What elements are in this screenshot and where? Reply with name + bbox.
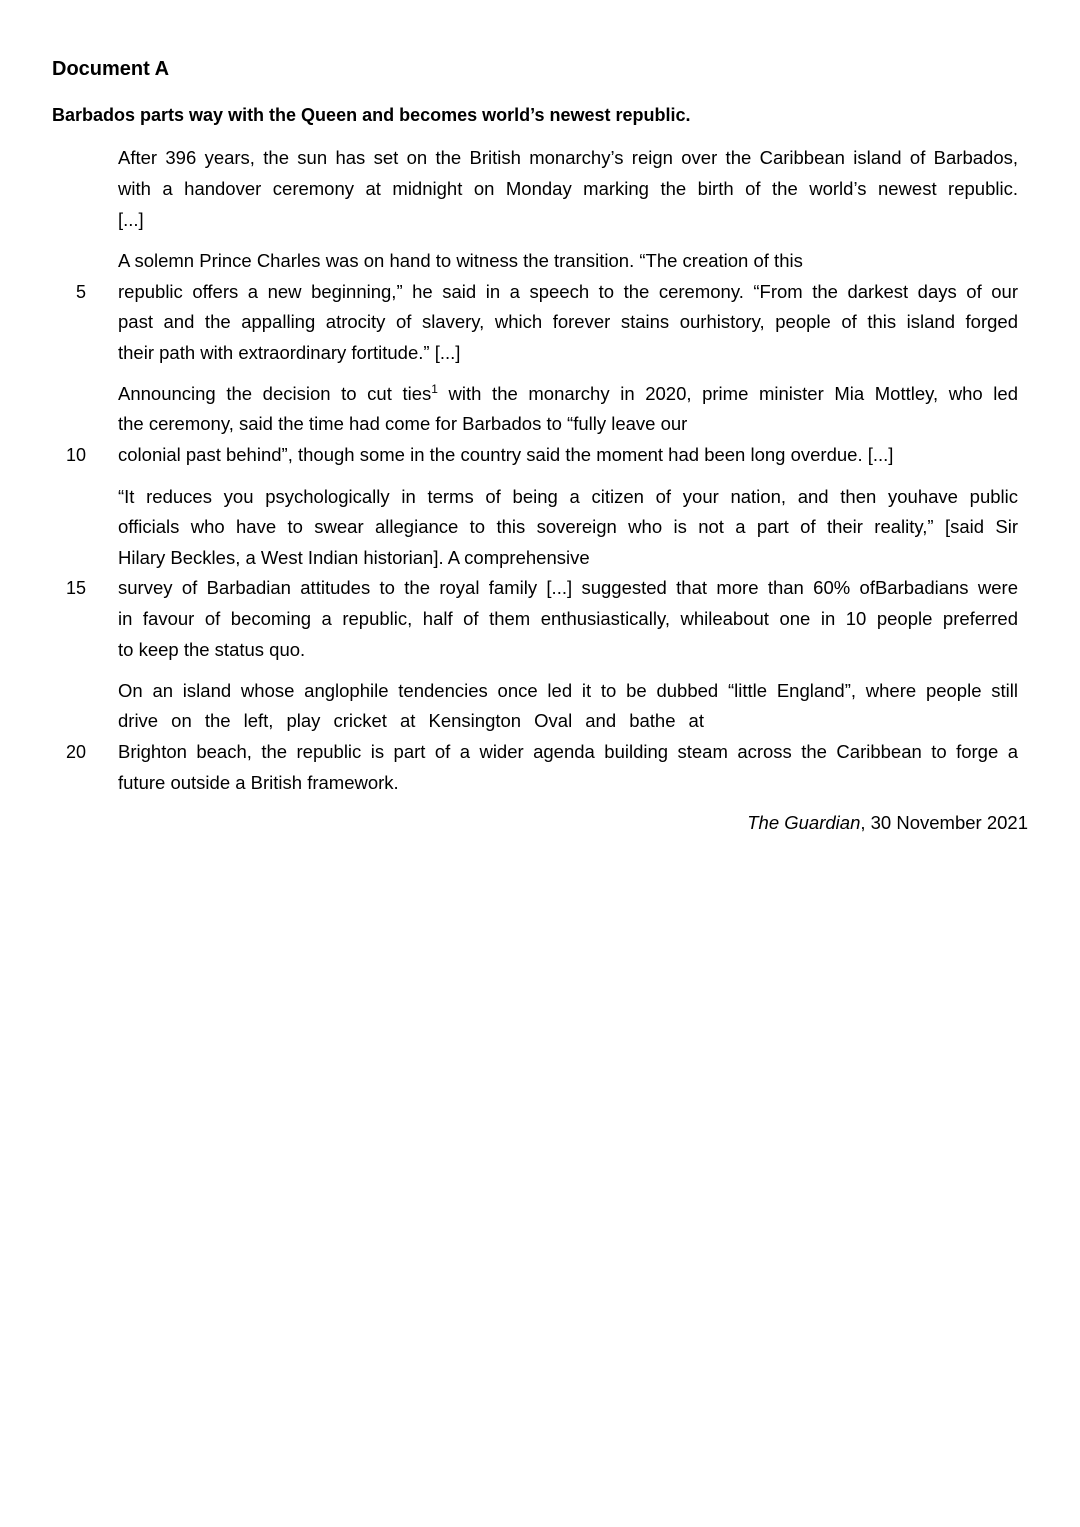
article-line: [118, 709, 704, 733]
article-line: colonial past behind”, though some in the country said the moment had been long overdue. [...]: [118, 444, 894, 465]
article-line: “It reduces you psychologically in terms of being a citizen of your nation, and then youhave public: [118, 486, 1018, 507]
line-number: 20: [65, 742, 86, 762]
article-line: future outside a British framework.: [118, 772, 399, 793]
source-publication: The Guardian: [747, 812, 861, 833]
article-line: [118, 382, 1018, 406]
article-line: After 396 years, the sun has set on the British monarchy’s reign over the Caribbean island of Barbados,: [118, 147, 1018, 168]
line-number: 10: [65, 445, 86, 465]
article-line: Brighton beach, the republic is part of a wider agenda building steam across the Caribbean to forge a: [118, 741, 1018, 762]
article-line: to keep the status quo.: [118, 639, 306, 660]
article-line: Hilary Beckles, a West Indian historian]. A comprehensive: [118, 547, 590, 568]
article-line: On an island whose anglophile tendencies once led it to be dubbed “little England”, where people still: [118, 680, 1018, 701]
article-line: with a handover ceremony at midnight on Monday marking the birth of the world’s newest republic.: [118, 178, 1018, 199]
line-number: 15: [65, 578, 86, 598]
footnote-marker: 1: [431, 382, 438, 396]
line-number: 5: [75, 282, 86, 302]
article-source: [620, 811, 1028, 835]
article-line: A solemn Prince Charles was on hand to witness the transition. “The creation of this: [118, 250, 803, 271]
article-line: officials who have to swear allegiance to this sovereign who is not a part of their reality,” [said Sir: [118, 516, 1018, 537]
source-date: , 30 November 2021: [860, 812, 1028, 833]
article-line: in favour of becoming a republic, half of them enthusiastically, whileabout one in 10 people preferred: [118, 608, 1018, 629]
article-line-text: drive on the left, play cricket at Kensington Oval and bathe at: [118, 710, 704, 731]
article-line: republic offers a new beginning,” he said in a speech to the ceremony. “From the darkest days of our: [118, 281, 1018, 302]
article-line: their path with extraordinary fortitude.” [...]: [118, 342, 461, 363]
article-line: [...]: [118, 209, 144, 230]
document-label: Document A: [52, 58, 170, 80]
article-line: survey of Barbadian attitudes to the royal family [...] suggested that more than 60% ofBarbadians were: [118, 577, 1018, 598]
article-line: past and the appalling atrocity of slavery, which forever stains ourhistory, people of this island forged: [118, 311, 1018, 332]
article-headline: Barbados parts way with the Queen and becomes world’s newest republic.: [52, 105, 691, 125]
article-line: the ceremony, said the time had come for Barbados to “fully leave our: [118, 413, 688, 434]
article-line-start: Announcing the decision to cut ties: [118, 383, 432, 404]
article-line-end: with the monarchy in 2020, prime minister Mia Mottley, who led: [437, 383, 1018, 404]
